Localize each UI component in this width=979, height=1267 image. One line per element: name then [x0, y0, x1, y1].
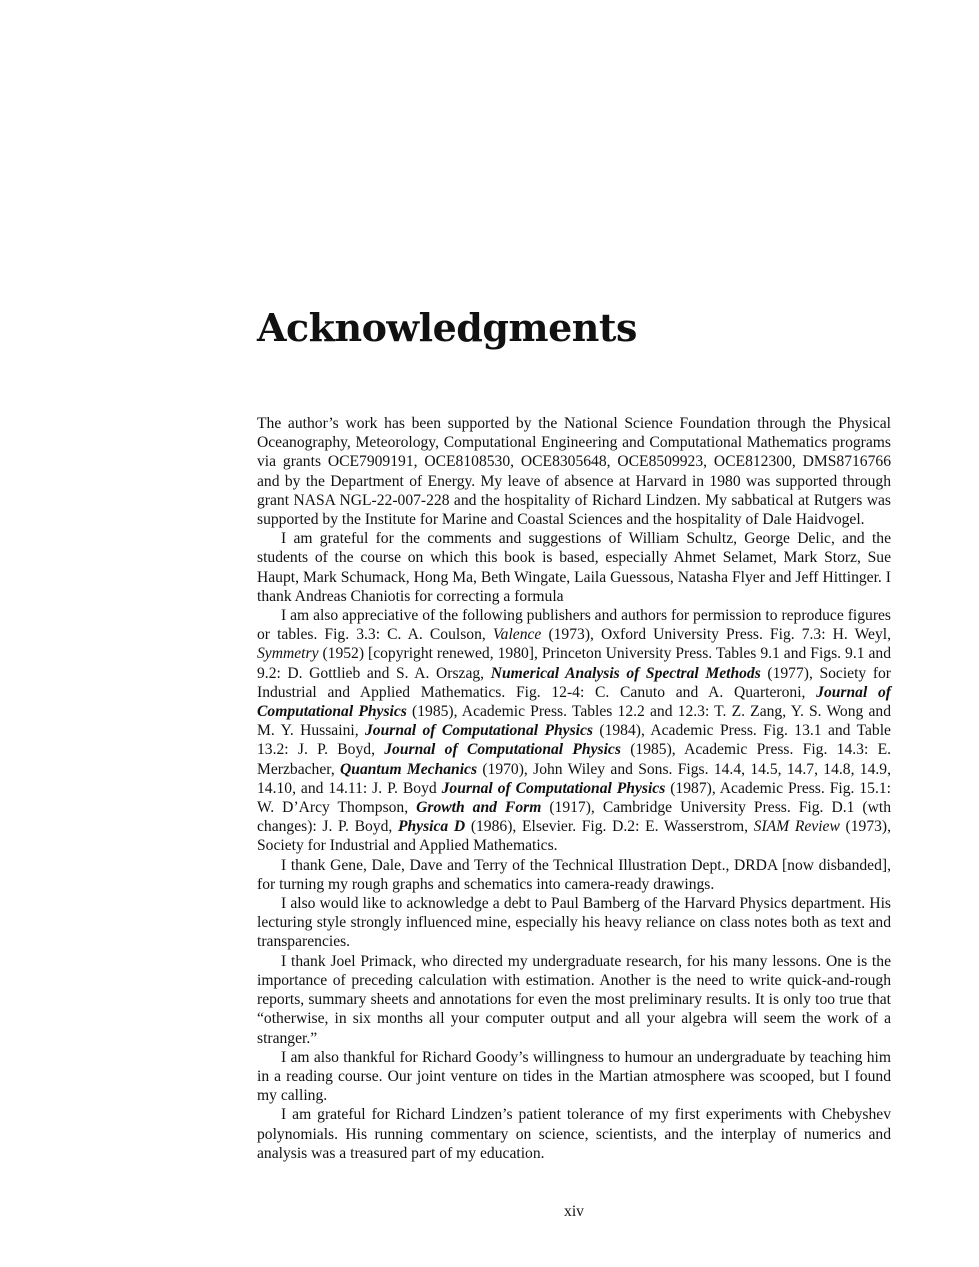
page-number: xiv	[564, 1203, 584, 1220]
citation-title: Journal of Computational Physics	[441, 779, 666, 797]
citation-title: Quantum Mechanics	[340, 760, 478, 778]
text-run: (1985), Academic Press. Fig. 14.3: E. Merzbacher,	[257, 741, 891, 778]
citation-title: Journal of Computational Physics	[257, 683, 891, 721]
text-run: (1987), Academic Press. Fig. 15.1: W. D’Arcy Thompson,	[257, 779, 891, 817]
text-run: (1977), Society for Industrial and Applied Mathematics. Fig. 12-4: C. Canuto and A. Quarteroni,	[257, 664, 891, 701]
citation-title: Journal of Computational Physics	[384, 741, 621, 759]
citation-title: Symmetry	[257, 645, 319, 663]
paragraph	[257, 414, 891, 529]
text-run: (1952) [copyright renewed, 1980], Princeton University Press. Tables 9.1 and Figs. 9.1 and 9.2: D. Gottlieb and S. A. Orszag,	[257, 645, 891, 682]
text-run: I thank Joel Primack, who directed my undergraduate research, for his many lessons. One is the importance of preceding calculation with estimation. Another is the need to write quick-and-rough reports, summary sheets and annotations for even the most preliminary results. It is only too true that “otherwise, in six months all your computer output and all your algebra will seem the work of a stranger.”	[257, 952, 891, 1047]
citation-title: Physica D	[397, 818, 466, 836]
citation-title: Journal of Computational Physics	[364, 722, 593, 740]
text-run: I am also thankful for Richard Goody’s willingness to humour an undergraduate by teaching him in a reading course. Our joint venture on tides in the Martian atmosphere was scooped, but I found my calling.	[257, 1048, 891, 1105]
paragraph	[257, 529, 891, 606]
citation-title: SIAM Review	[753, 818, 840, 836]
paragraph	[257, 856, 891, 894]
text-run: (1970), John Wiley and Sons. Figs. 14.4, 14.5, 14.7, 14.8, 14.9, 14.10, and 14.11: J. P. Boyd	[257, 760, 891, 797]
page-title: Acknowledgments	[257, 305, 637, 350]
text-run: (1986), Elsevier. Fig. D.2: E. Wasserstrom,	[465, 818, 754, 836]
text-run: (1973), Society for Industrial and Applied Mathematics.	[257, 818, 892, 855]
citation-title: Growth and Form	[416, 799, 542, 817]
paragraph	[257, 894, 891, 952]
paragraph	[257, 1048, 891, 1106]
text-run: (1984), Academic Press. Fig. 13.1 and Table 13.2: J. P. Boyd,	[257, 722, 891, 759]
text-run: The author’s work has been supported by the National Science Foundation through the Physical Oceanography, Meteorology, Computational Engineering and Computational Mathematics programs via grants OCE7909191, OCE8108530, OCE8305648, OCE8509923, OCE812300, DMS8716766 and by the Department of Energy. My leave of absence at Harvard in 1980 was supported through grant NASA NGL-22-007-228 and the hospitality of Richard Lindzen. My sabbatical at Rutgers was supported by the Institute for Marine and Coastal Sciences and the hospitality of Dale Haidvogel.	[257, 415, 891, 529]
text-run: (1917), Cambridge University Press. Fig. D.1 (wth changes): J. P. Boyd,	[257, 799, 891, 836]
text-run: I thank Gene, Dale, Dave and Terry of the Technical Illustration Dept., DRDA [now disbanded], for turning my rough graphs and schematics into camera-ready drawings.	[257, 856, 891, 893]
paragraph	[257, 606, 891, 856]
text-run: (1973), Oxford University Press. Fig. 7.3: H. Weyl,	[541, 626, 892, 644]
paragraph	[257, 952, 891, 1048]
acknowledgments-body	[257, 414, 891, 1163]
citation-title: Valence	[492, 626, 542, 644]
citation-title: Numerical Analysis of Spectral Methods	[490, 664, 761, 682]
paragraph	[257, 1105, 891, 1163]
text-run: I also would like to acknowledge a debt to Paul Bamberg of the Harvard Physics department. His lecturing style strongly influenced mine, especially his heavy reliance on class notes both as text and transparencies.	[257, 895, 891, 951]
text-run: I am grateful for the comments and suggestions of William Schultz, George Delic, and the students of the course on which this book is based, especially Ahmet Selamet, Mark Storz, Sue Haupt, Mark Schumack, Hong Ma, Beth Wingate, Laila Guessous, Natasha Flyer and Jeff Hittinger. I thank Andreas Chaniotis for correcting a formula	[257, 530, 891, 605]
text-run: I am also appreciative of the following publishers and authors for permission to reproduce figures or tables. Fig. 3.3: C. A. Coulson,	[257, 607, 891, 644]
text-run: I am grateful for Richard Lindzen’s patient tolerance of my first experiments with Chebyshev polynomials. His running commentary on science, scientists, and the interplay of numerics and analysis was a treasured part of my education.	[257, 1106, 891, 1162]
text-run: (1985), Academic Press. Tables 12.2 and 12.3: T. Z. Zang, Y. S. Wong and M. Y. Hussaini,	[257, 703, 891, 740]
